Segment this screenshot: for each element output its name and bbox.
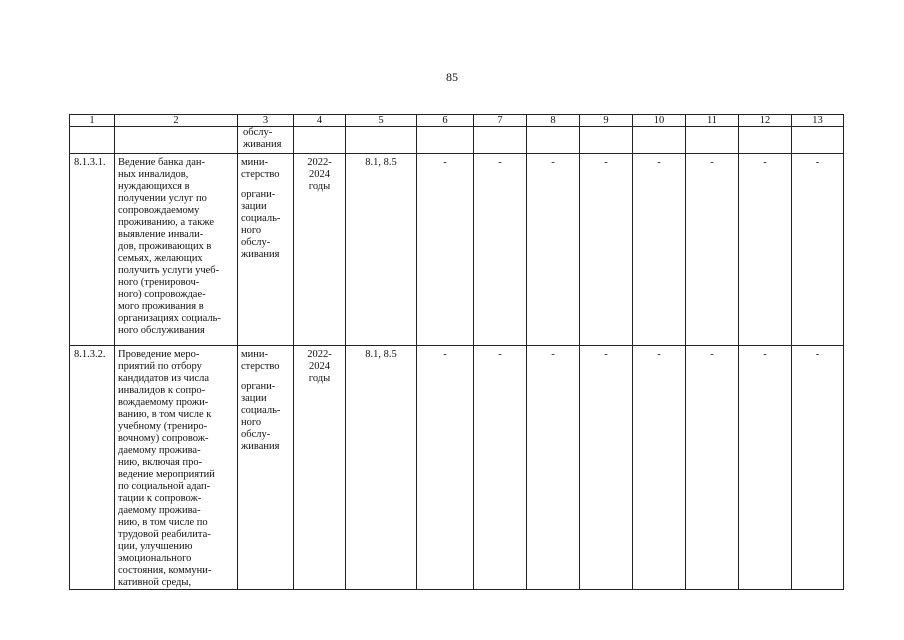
- value-cell: -: [792, 154, 844, 346]
- program-table: [69, 114, 844, 590]
- table-row: [70, 346, 844, 590]
- value-cell: -: [527, 346, 580, 590]
- indicators: 8.1, 8.5: [346, 346, 417, 590]
- value-cell: -: [417, 346, 474, 590]
- value-cell: -: [686, 154, 739, 346]
- column-header: 12: [739, 115, 792, 127]
- column-header: 4: [294, 115, 346, 127]
- column-header: 2: [115, 115, 238, 127]
- continuation-executor-text: обслу- живания: [243, 127, 282, 150]
- table-row: [70, 154, 844, 346]
- value-cell: -: [417, 154, 474, 346]
- item-description: Проведение меро- приятий по отбору кандидатов из числа инвалидов к сопро- вождаемому прожи- ванию, в том числе к учебному (трениро- вочному) сопровож- даемому прожива- нию, включая про- ведение мероприятий по социальной адап- тации к сопровож- даемому прожива- нию, в том числе по трудовой реабилита- ции, улучшению эмоционального состояния, коммуни- кативной среды,: [118, 349, 215, 588]
- column-header: 5: [346, 115, 417, 127]
- value-cell: -: [686, 346, 739, 590]
- value-cell: -: [474, 154, 527, 346]
- continuation-row: [70, 127, 844, 154]
- column-header: 8: [527, 115, 580, 127]
- column-header: 13: [792, 115, 844, 127]
- indicators: 8.1, 8.5: [346, 154, 417, 346]
- period: 2022- 2024 годы: [307, 349, 332, 384]
- column-header: 9: [580, 115, 633, 127]
- value-cell: -: [527, 154, 580, 346]
- item-number: 8.1.3.2.: [70, 346, 115, 590]
- item-description: Ведение банка дан- ных инвалидов, нуждающихся в получении услуг по сопровождаемому проживанию, а также выявление инвали- дов, проживающих в семьях, желающих получить услуги учеб- ного (тренировоч- ного) сопровождае- мого проживания в организациях социаль- ного обслуживания: [118, 157, 221, 336]
- item-number: 8.1.3.1.: [70, 154, 115, 346]
- column-header: 3: [238, 115, 294, 127]
- executor-organizations: органи- зации социаль- ного обслу- живания: [241, 381, 281, 452]
- column-header: 10: [633, 115, 686, 127]
- value-cell: -: [739, 346, 792, 590]
- value-cell: -: [633, 346, 686, 590]
- value-cell: -: [580, 154, 633, 346]
- executor-ministry: мини- стерство: [241, 157, 280, 180]
- executor-ministry: мини- стерство: [241, 349, 280, 372]
- value-cell: -: [580, 346, 633, 590]
- column-number-row: [70, 115, 844, 127]
- period: 2022- 2024 годы: [307, 157, 332, 192]
- column-header: 11: [686, 115, 739, 127]
- column-header: 6: [417, 115, 474, 127]
- column-header: 7: [474, 115, 527, 127]
- value-cell: -: [633, 154, 686, 346]
- column-header: 1: [70, 115, 115, 127]
- value-cell: -: [474, 346, 527, 590]
- executor-organizations: органи- зации социаль- ного обслу- живания: [241, 189, 281, 260]
- value-cell: -: [792, 346, 844, 590]
- page-number: 85: [446, 70, 458, 84]
- value-cell: -: [739, 154, 792, 346]
